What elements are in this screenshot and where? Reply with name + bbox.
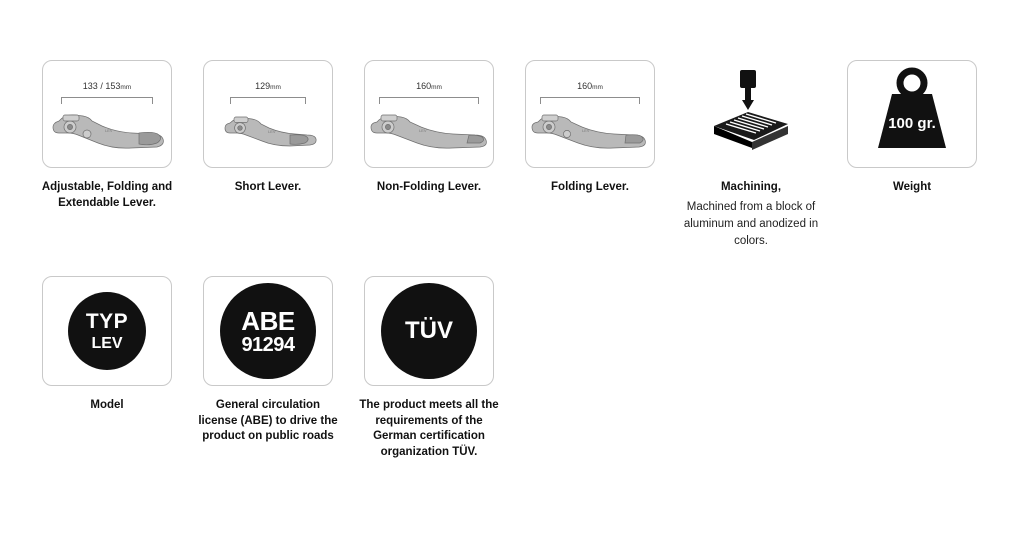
model-badge-card (42, 276, 172, 386)
feature-cell-weight (846, 60, 978, 196)
feature-caption: Short Lever. (234, 181, 302, 193)
feature-cell-abe (198, 276, 338, 445)
lever-diagram-card (525, 60, 655, 168)
tuv-badge-line1: TÜV (405, 317, 453, 344)
feature-cell-machining (685, 60, 817, 250)
lever-icon (526, 101, 654, 151)
abe-badge-line1: ABE (241, 305, 295, 336)
feature-subcaption: Machined from a block of aluminum and anodized in colors. (683, 200, 819, 248)
feature-caption: General circulation license (ABE) to drive the product on public roads (198, 399, 338, 443)
feature-cell-folding-lever (524, 60, 656, 196)
feature-caption: Model (90, 399, 124, 411)
feature-cell-tuv (359, 276, 499, 460)
feature-caption: The product meets all the requirements of the German certification organization TÜV. (359, 399, 499, 458)
feature-caption: Folding Lever. (551, 181, 629, 193)
lever-icon (365, 101, 493, 151)
weight-icon (862, 66, 962, 163)
model-badge-line1: TYP (85, 309, 129, 333)
tuv-badge-icon (381, 283, 477, 379)
dimension-label: 160mm (416, 81, 442, 91)
abe-badge-card (203, 276, 333, 386)
tuv-badge-card (364, 276, 494, 386)
weight-value: 100 gr. (888, 114, 936, 132)
machining-card (686, 60, 816, 168)
feature-row-top (41, 60, 978, 250)
dimension-label: 160mm (577, 81, 603, 91)
lever-diagram-card (364, 60, 494, 168)
svg-text:LEV: LEV (268, 129, 276, 134)
lever-icon (204, 101, 332, 151)
feature-cell-non-folding-lever (363, 60, 495, 196)
weight-card (847, 60, 977, 168)
abe-badge-line2: 91294 (241, 333, 295, 356)
feature-caption: Adjustable, Folding and Extendable Lever. (41, 181, 173, 209)
svg-text:LEV: LEV (419, 128, 427, 133)
dimension-label: 133 / 153mm (82, 81, 132, 91)
svg-text:LEV: LEV (105, 128, 113, 133)
feature-caption: Machining, (720, 181, 782, 193)
model-badge-line2: LEV (91, 334, 123, 352)
feature-cell-adjustable-folding-extendable (41, 60, 173, 211)
feature-cell-model (41, 276, 173, 414)
feature-row-bottom (41, 276, 524, 460)
abe-badge-icon (220, 283, 316, 379)
feature-caption: Weight (892, 181, 932, 193)
lever-diagram-card (42, 60, 172, 168)
svg-text:LEV: LEV (582, 128, 590, 133)
lever-diagram-card (203, 60, 333, 168)
dimension-label: 129mm (255, 81, 281, 91)
model-badge-icon (68, 292, 146, 370)
lever-icon (43, 101, 171, 151)
feature-caption: Non-Folding Lever. (376, 181, 482, 193)
feature-cell-short-lever (202, 60, 334, 196)
cnc-machining-icon (696, 64, 806, 165)
